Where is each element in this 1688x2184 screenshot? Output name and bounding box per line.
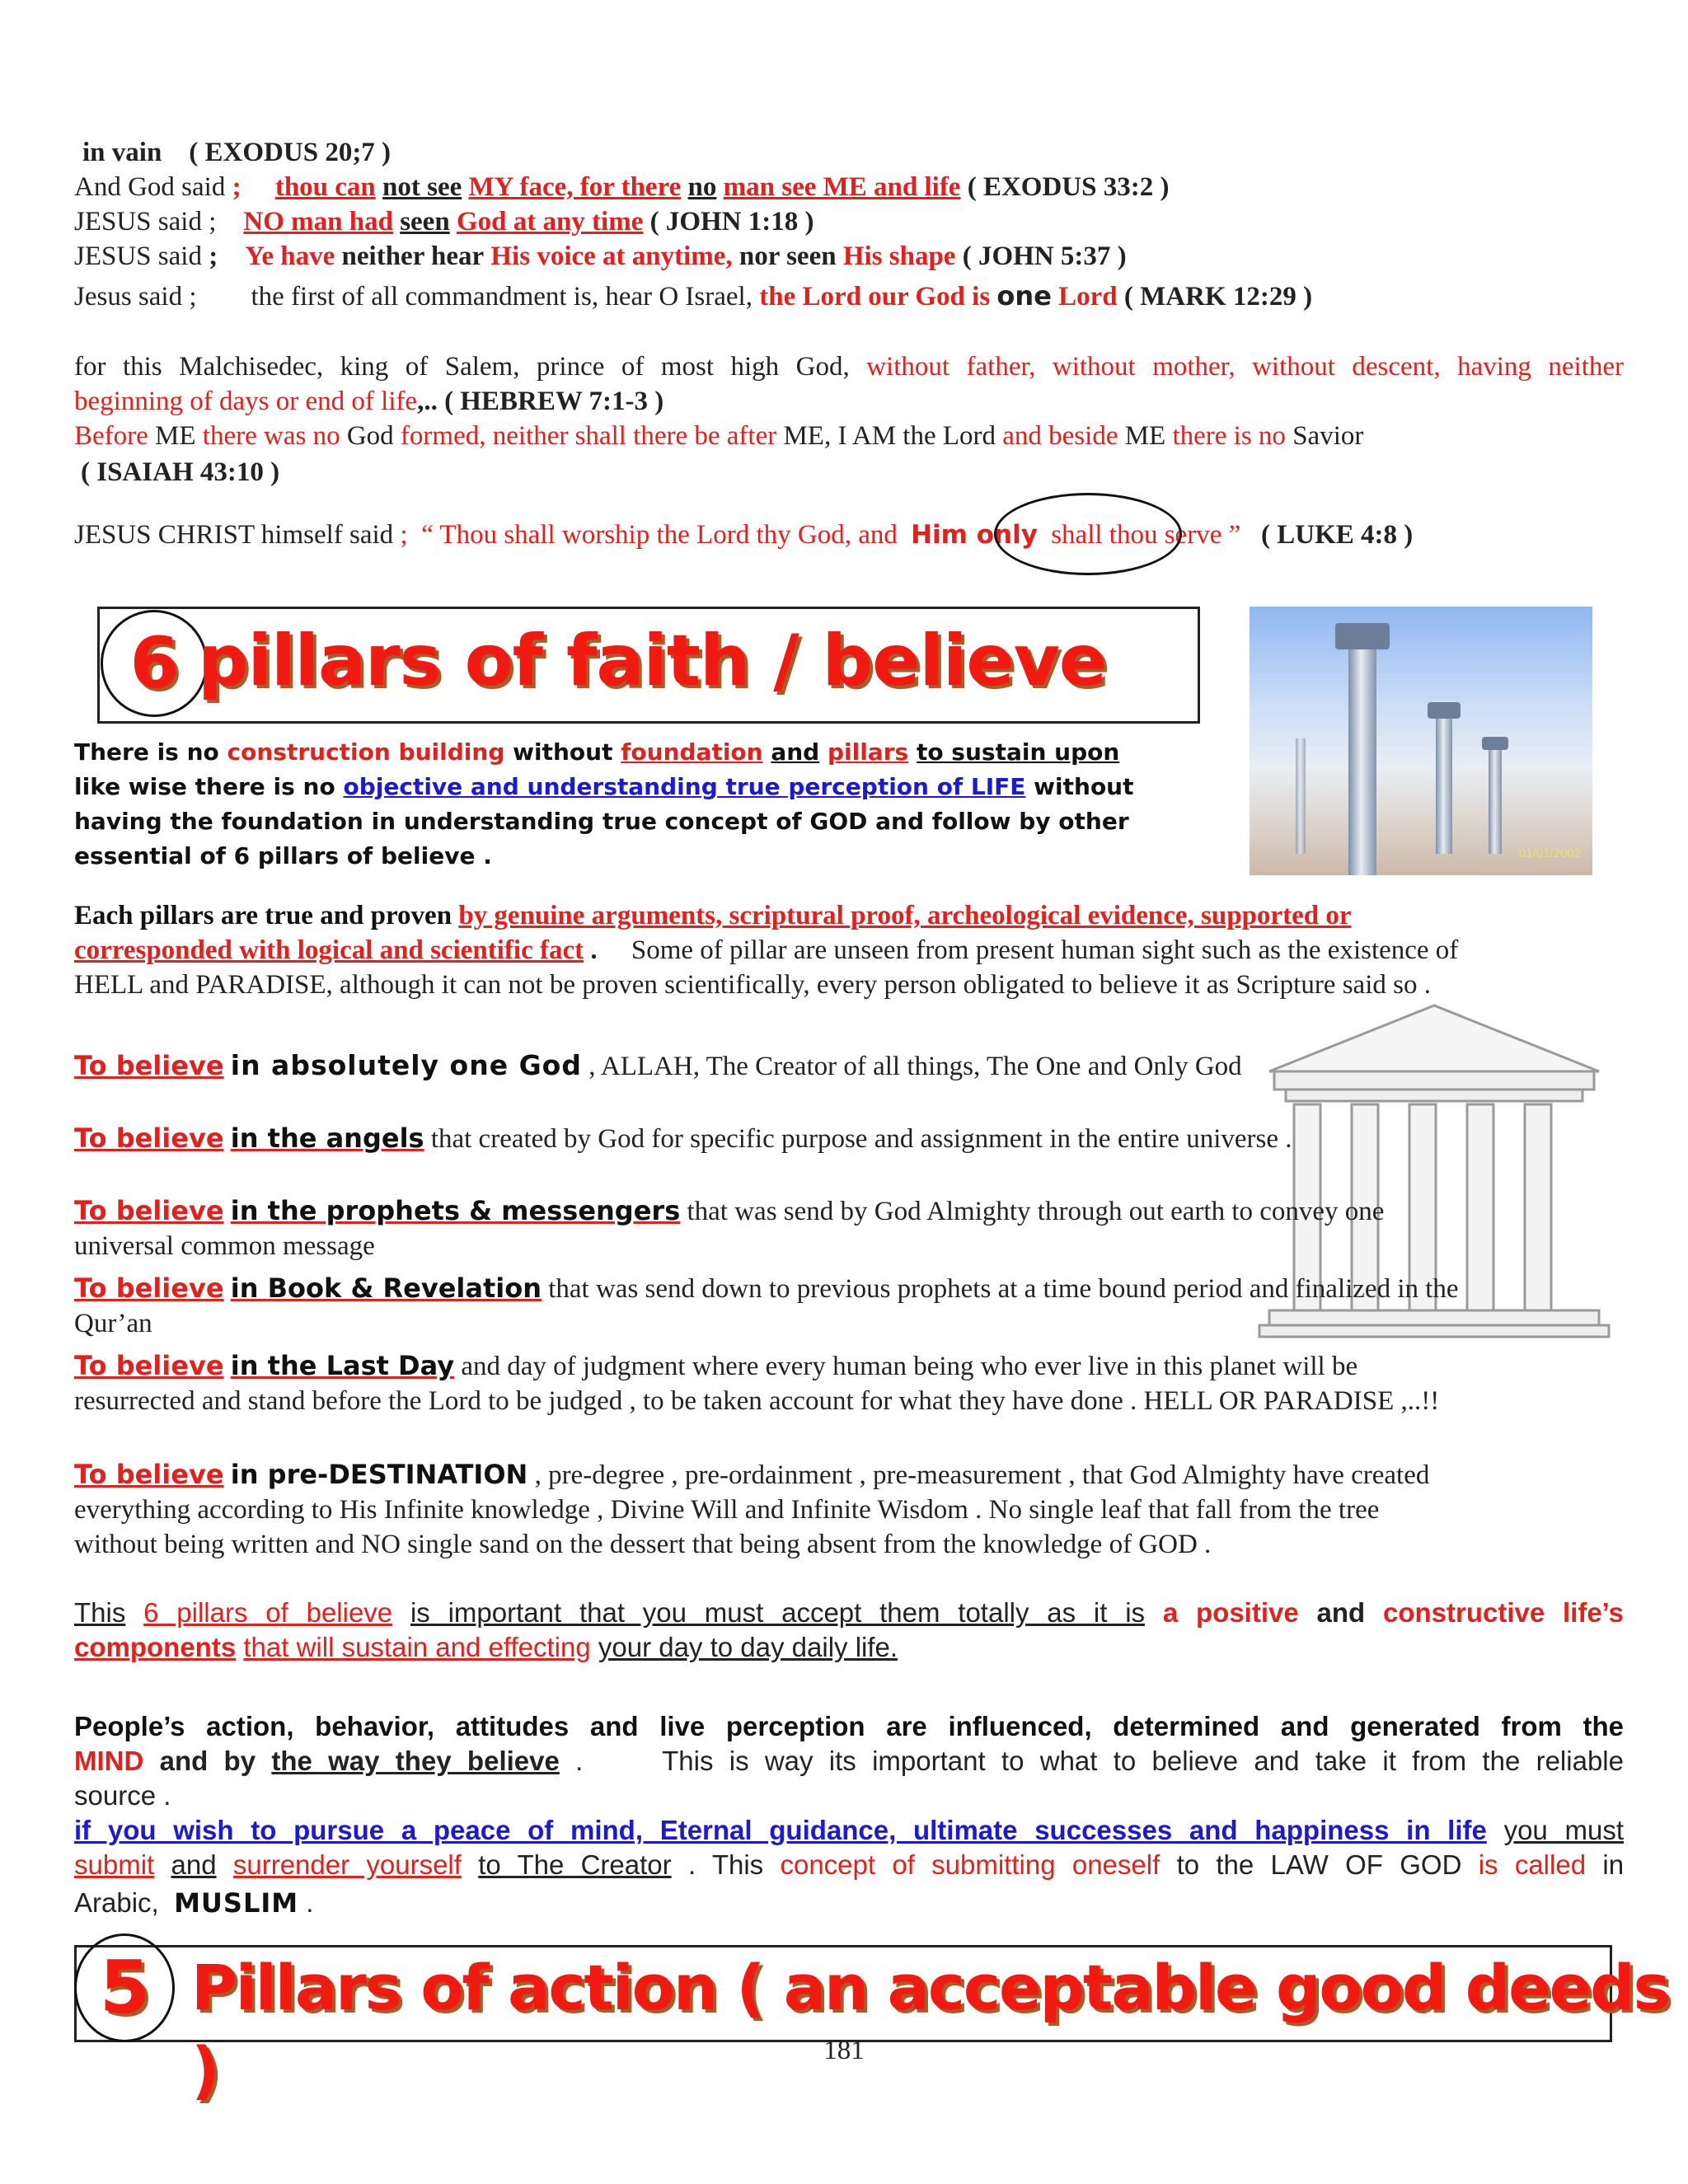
intro-line4: essential of 6 pillars of believe . xyxy=(74,842,492,869)
belief-last-day: To believe in the Last Day and day of judgment where every human being who ever live in this planet will be resurrected and stand before the Lord to be judged , to be taken account for what they have done . HELL OR PARADISE ,..!! xyxy=(74,1350,1440,1416)
verse-john-5: JESUS said ; Ye have neither hear His voice at anytime, nor seen His shape ( JOHN 5:37 ) xyxy=(74,241,1127,271)
verse-exodus-33: And God said ; thou can not see MY face, for there no man see ME and life ( EXODUS 33:2 ) xyxy=(74,172,1170,202)
verse-hebrew-line1: for this Malchisedec, king of Salem, prince of most high God, without father, without mother, without descent, having neither xyxy=(74,352,1624,382)
people-paragraph xyxy=(74,1709,1624,1920)
intro-line3: having the foundation in understanding true concept of GOD and follow by other xyxy=(74,808,1129,835)
section1-title: pillars of faith / believe xyxy=(198,620,1107,702)
summary-line2: components that will sustain and effecting your day to day daily life. xyxy=(74,1632,898,1662)
belief-book-revelation: To believe in Book & Revelation that was send down to previous prophets at a time bound period and finalized in the Qur’an xyxy=(74,1272,1459,1338)
people-line3: source . xyxy=(74,1780,171,1811)
pillar-column-small xyxy=(1489,747,1502,854)
people-line2: MIND and by the way they believe . This is way its important to what to believe and take it from the reliable xyxy=(74,1746,1624,1776)
pillar-capital-large xyxy=(1335,623,1390,649)
pillar-capital-mid xyxy=(1428,702,1461,719)
verse-hebrew-line2: beginning of days or end of life,.. ( HEBREW 7:1-3 ) xyxy=(74,387,664,416)
ancient-pillars-photo xyxy=(1250,607,1592,875)
section2-number-circle: 5 xyxy=(74,1933,175,2042)
verse-isaiah-line1: Before ME there was no God formed, neither shall there be after ME, I AM the Lord and beside ME there is no Savior xyxy=(74,421,1364,451)
belief-prophets: To believe in the prophets & messengers that was send by God Almighty through out earth to convey one universal common message xyxy=(74,1195,1385,1261)
section1-intro xyxy=(74,735,1245,874)
pillar-column-mid xyxy=(1436,714,1452,854)
section1-number-circle: 6 xyxy=(101,610,208,717)
verse-isaiah-ref: ( ISAIAH 43:10 ) xyxy=(81,457,280,487)
summary-line1: This 6 pillars of believe is important that you must accept them totally as it is a positive and constructive life’s xyxy=(74,1597,1624,1628)
belief-angels: To believe in the angels that created by God for specific purpose and assignment in the entire universe . xyxy=(74,1122,1292,1154)
intro-line1: There is no construction building without foundation and pillars to sustain upon xyxy=(74,738,1120,766)
summary-paragraph xyxy=(74,1596,1624,1665)
verse-luke-4: JESUS CHRIST himself said ; “ Thou shall worship the Lord thy God, and Him only shall thou serve ” ( LUKE 4:8 ) xyxy=(74,520,1414,550)
proven-line2: corresponded with logical and scientific fact . Some of pillar are unseen from present human sight such as the existence of xyxy=(74,935,1459,965)
photo-date-stamp: 01/01/2002 xyxy=(1518,846,1581,860)
him-only-highlight-ellipse xyxy=(994,493,1182,575)
section2-title: Pillars of action ( an acceptable good deeds ) xyxy=(191,1951,1669,2107)
page-number: 181 xyxy=(823,2036,865,2065)
people-line5: submit and surrender yourself to The Creator . This concept of submitting oneself to the LAW OF GOD is called in xyxy=(74,1849,1625,1880)
intro-line2: like wise there is no objective and understanding true perception of LIFE without xyxy=(74,773,1134,800)
belief-predestination: To believe in pre-DESTINATION , pre-degree , pre-ordainment , pre-measurement , that God Almighty have created everything according to His Infinite knowledge , Divine Will and Infinite Wisdom . No single leaf that fall from the tree without being written and NO single sand on the dessert that being absent from the knowledge of GOD . xyxy=(74,1459,1430,1559)
verse-exodus-20: in vain ( EXODUS 20;7 ) xyxy=(82,138,392,167)
pillar-capital-small xyxy=(1482,737,1508,750)
verse-mark-12: Jesus said ; the first of all commandment is, hear O Israel, the Lord our God is one Lord ( MARK 12:29 ) xyxy=(74,280,1313,312)
pillar-column-far xyxy=(1296,738,1306,854)
verse-john-1: JESUS said ; NO man had seen God at any time ( JOHN 1:18 ) xyxy=(74,207,814,237)
proven-line1: Each pillars are true and proven by genuine arguments, scriptural proof, archeological evidence, supported or xyxy=(74,901,1352,930)
pillar-column-large xyxy=(1348,640,1376,875)
people-line6: Arabic, MUSLIM . xyxy=(74,1887,314,1919)
proven-paragraph xyxy=(74,898,1624,1002)
belief-one-god: To believe in absolutely one God , ALLAH, The Creator of all things, The One and Only God xyxy=(74,1049,1242,1081)
proven-line3: HELL and PARADISE, although it can not be proven scientifically, every person obligated to believe it as Scripture said so . xyxy=(74,970,1431,1000)
people-line1: People’s action, behavior, attitudes and live perception are influenced, determined and generated from the xyxy=(74,1711,1624,1741)
people-line4: if you wish to pursue a peace of mind, Eternal guidance, ultimate successes and happiness in life you must xyxy=(74,1815,1624,1845)
